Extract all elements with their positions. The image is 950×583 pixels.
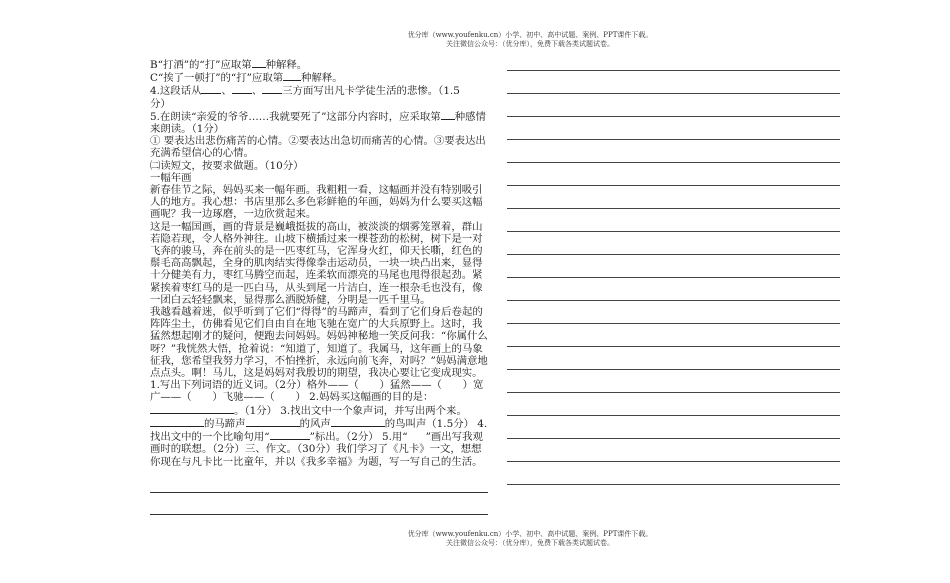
question-3b [150,58,490,71]
answer-blank[interactable] [441,110,455,120]
writing-line[interactable] [507,254,840,255]
writing-line[interactable] [507,392,840,393]
page-header [330,31,730,49]
writing-line[interactable] [507,300,840,301]
separator: 、 [221,85,232,98]
writing-line[interactable] [507,162,840,163]
question-4 [150,84,490,97]
left-column [150,58,490,468]
answer-blank[interactable] [232,84,252,94]
writing-line[interactable] [507,231,840,232]
question-4-score: 分） [150,97,171,110]
answer-blank[interactable] [331,417,385,427]
question-4-text: 4.这段话从 [150,85,202,98]
question-5-suffix: 种感情来朗读。（1分） [150,110,486,136]
writing-line[interactable] [150,514,488,515]
question-5-text: 5.在朗读“亲爱的爷爷……我就要死了”这部分内容时，应采取第 [150,110,441,123]
question-3c-text: C“挨了一顿打”的“打”应取第 [150,72,284,85]
answer-blank[interactable] [270,430,310,440]
writing-line[interactable] [507,185,840,186]
header-line-2: 关注微信公众号：（优分库），免费下载各类试题试卷。 [446,40,614,48]
wind-sound-label: 的风声 [299,417,331,430]
reading-question-4: 4.找出文中的一个比喻句用“ [150,417,488,444]
writing-line[interactable] [507,93,840,94]
reading-title: 一幅年画 [150,171,192,184]
writing-line[interactable] [507,438,840,439]
reading-paragraph-1: 新春佳节之际，妈妈买来一幅年画。我粗粗一看，这幅画并没有特别吸引人的地方。我心想：书店里那么多色彩鲜艳的年画，妈妈为什么要买这幅画呢？我一边琢磨，一边欣赏起来。 [150,184,483,221]
reading-paragraph-2: 这是一幅国画，画的背景是巍峨挺拔的高山，被淡淡的烟雾笼罩着，群山若隐若现，令人格外神往。山坡下横插过来一棵苍劲的松树，树下是一对飞奔的骏马，奔在前头的是一匹枣红马，它浑身火红，仰天长嘶，红色的鬃毛高高飘起，全身的肌肉结实得像拳击运动员，一块一块凸出来，显得十分健美有力，枣红马腾空而起，连柔软而漂亮的马尾也甩得很起劲。紧紧挨着枣红马的是一匹白马，从头到尾一片洁白，连一根杂毛也没有，像一团白云轻轻飘来，显得那么洒脱矫健，分明是一匹千里马。 [150,220,483,306]
answer-blank[interactable] [150,417,204,427]
question-3c-suffix: 种解释。 [301,72,343,85]
answer-blank[interactable] [283,71,301,81]
writing-line[interactable] [507,277,840,278]
reading-question-2: 2.妈妈买这幅画的目的是： [305,391,434,404]
header-line-1: 优分库（www.youfenku.cn）小学、初中、高中试题、案例、PPT课件下载。 [407,31,653,39]
reading-question-5-suffix: ”画出写我观画时的联想。（2分） [150,431,483,456]
reading-paragraph-3: 我越看越着迷，似乎听到了它们“得得”的马蹄声，看到了它们身后卷起的阵阵尘土，仿佛看见它们自由自在地飞驰在宽广的大兵原野上。这时，我猛然想起刚才的疑问，便跑去问妈妈。妈妈神秘地一笑反问我：“你属什么呀？”我恍然大悟，抢着说：“知道了，知道了。我属马，这年画上的马象征我，您希望我努力学习，不怕挫折，永远向前飞奔，对吗？”妈妈满意地点点头。啊！马儿，这是妈妈对我殷切的期望，我决心要让它变成现实。 [150,306,488,380]
writing-line[interactable] [507,415,840,416]
answer-blank[interactable] [246,417,300,427]
question-3b-text: B“打酒”的“打”应取第 [150,59,252,71]
reading-question-2-suffix: 。（1分） [234,404,277,417]
writing-line[interactable] [507,70,840,71]
writing-line[interactable] [507,346,840,347]
horse-sound-label: 的马蹄声 [204,417,246,430]
question-4-suffix: 三方面写出凡卡学徒生活的悲惨。（1.5 [282,85,460,98]
footer-line-2: 关注微信公众号：（优分库），免费下载各类试题试卷。 [446,539,614,547]
separator: 、 [251,85,263,98]
writing-line[interactable] [507,323,840,324]
question-3b-suffix: 种解释。 [265,59,308,71]
writing-line[interactable] [507,116,840,117]
composition-heading: 三、作文。（30分） [244,443,337,456]
question-5-options: ① 要表达出悲伤痛苦的心情。②要表达出急切而痛苦的心情。③要表达出充满希望信心的心情。 [150,135,486,160]
question-3c [150,71,490,84]
writing-line[interactable] [507,139,840,140]
page-footer [330,530,730,548]
reading-questions [150,379,490,467]
writing-line[interactable] [507,461,840,462]
answer-blank[interactable] [201,84,221,94]
reading-question-3: 3.找出文中一个象声词，并写出两个来。 [276,404,467,417]
bird-sound-label: 的鸟叫声（1.5分） [384,417,474,430]
answer-blank[interactable] [252,58,266,68]
composition-prompt: 我们学习了《凡卡》一文，想想你现在与凡卡比一比童年，并以《我多幸福》为题，写一写自己的生活。 [150,443,483,468]
answer-blank[interactable] [262,84,282,94]
reading-instruction: ㈡读短文，按要求做题。（10分） [150,159,304,172]
reading-question-1: 1.写出下列词语的近义词。（2分）格外——（ ）猛然——（ ）宽广——（ ）飞驰——（ ） [150,379,484,404]
writing-line[interactable] [150,492,488,493]
reading-question-5: 5.用“ [378,431,408,444]
question-5 [150,110,490,135]
answer-blank[interactable] [150,404,234,414]
writing-line[interactable] [507,369,840,370]
writing-line[interactable] [507,208,840,209]
writing-lines-right[interactable] [507,70,840,485]
footer-line-1: 优分库（www.youfenku.cn）小学、初中、高中试题、案例、PPT课件下载。 [407,530,653,538]
writing-line[interactable] [507,484,840,485]
reading-question-4-suffix: ”标出。（2分） [309,431,379,444]
